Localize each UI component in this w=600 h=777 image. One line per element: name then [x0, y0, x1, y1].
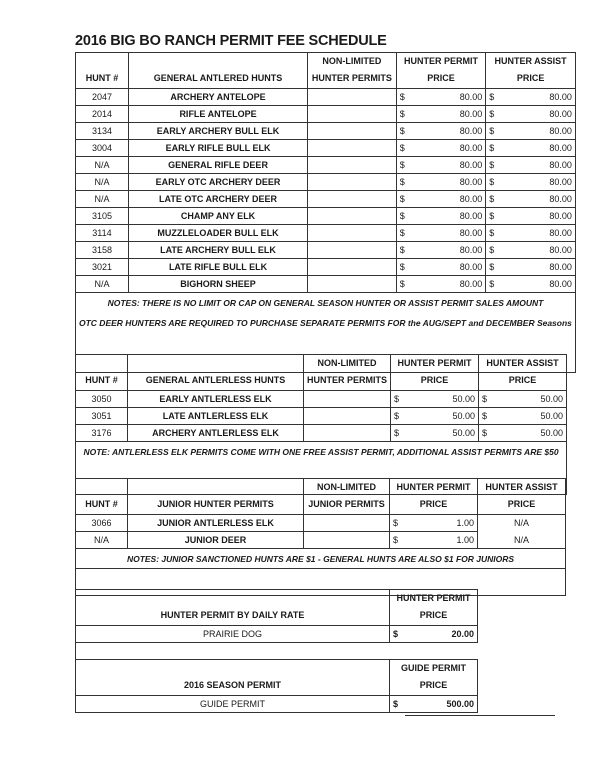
permit-price: $ 80.00: [396, 225, 486, 242]
note-text: NOTES: THERE IS NO LIMIT OR CAP ON GENERAL SEASON HUNTER OR ASSIST PERMIT SALES AMOUNT: [76, 293, 576, 313]
table-row: [76, 157, 576, 174]
assist-price: $ 50.00: [479, 408, 567, 425]
header-hunt-name: GENERAL ANTLERLESS HUNTS: [128, 355, 304, 391]
daily-rate-label: HUNTER PERMIT BY DAILY RATE: [76, 590, 390, 626]
season-price: $ 500.00: [390, 696, 478, 713]
table-row: [76, 242, 576, 259]
divider: [405, 715, 555, 716]
nonlimited-cell: [308, 123, 397, 140]
assist-price: $ 80.00: [486, 140, 576, 157]
header-assist-price: HUNTER ASSIST PRICE: [486, 53, 576, 89]
junior-permits-table: [75, 478, 566, 596]
permit-price: $ 50.00: [391, 408, 479, 425]
nonlimited-cell: [304, 515, 390, 532]
antlerless-hunts-table: [75, 354, 567, 495]
assist-price: $ 80.00: [486, 157, 576, 174]
header-hunt-number: HUNT #: [76, 53, 129, 89]
table-row: [76, 140, 576, 157]
hunt-name: GENERAL RIFLE DEER: [128, 157, 307, 174]
nonlimited-cell: [308, 140, 397, 157]
hunt-name: CHAMP ANY ELK: [128, 208, 307, 225]
permit-price: $ 1.00: [390, 532, 478, 549]
notes-row: [76, 293, 576, 313]
header-permit-price: HUNTER PERMIT PRICE: [396, 53, 486, 89]
assist-price: $ 80.00: [486, 174, 576, 191]
hunt-number: N/A: [76, 174, 129, 191]
header-hunt-name: GENERAL ANTLERED HUNTS: [128, 53, 307, 89]
nonlimited-cell: [308, 242, 397, 259]
hunt-name: LATE OTC ARCHERY DEER: [128, 191, 307, 208]
permit-price: $ 1.00: [390, 515, 478, 532]
permit-price: $ 80.00: [396, 259, 486, 276]
nonlimited-cell: [304, 532, 390, 549]
assist-price: N/A: [478, 532, 566, 549]
header-permit-price: HUNTER PERMIT PRICE: [390, 479, 478, 515]
header-hunt-name: JUNIOR HUNTER PERMITS: [128, 479, 304, 515]
table-row: [76, 532, 566, 549]
hunt-name: LATE ANTLERLESS ELK: [128, 408, 304, 425]
table-row: [76, 208, 576, 225]
nonlimited-cell: [308, 259, 397, 276]
header-nonlimited: NON-LIMITED HUNTER PERMITS: [308, 53, 397, 89]
antlered-hunts-table: [75, 52, 576, 373]
table-row: [76, 391, 567, 408]
hunt-number: 2014: [76, 106, 129, 123]
nonlimited-cell: [308, 208, 397, 225]
notes-row: [76, 313, 576, 333]
nonlimited-cell: [304, 425, 391, 442]
assist-price: $ 50.00: [479, 425, 567, 442]
season-permit-label: 2016 SEASON PERMIT: [76, 660, 390, 696]
table-row: [76, 123, 576, 140]
hunt-number: 3105: [76, 208, 129, 225]
nonlimited-cell: [308, 89, 397, 106]
header-nonlimited: NON-LIMITED JUNIOR PERMITS: [304, 479, 390, 515]
permit-price: $ 80.00: [396, 106, 486, 123]
assist-price: $ 80.00: [486, 276, 576, 293]
table-row: [76, 408, 567, 425]
daily-item: PRAIRIE DOG: [76, 626, 390, 643]
permit-price: $ 50.00: [391, 425, 479, 442]
hunt-name: JUNIOR ANTLERLESS ELK: [128, 515, 304, 532]
hunt-number: 3114: [76, 225, 129, 242]
hunt-number: 3021: [76, 259, 129, 276]
hunt-number: N/A: [76, 157, 129, 174]
table-row: [76, 276, 576, 293]
hunt-number: 3004: [76, 140, 129, 157]
table-row: [76, 225, 576, 242]
notes-row: [76, 549, 566, 569]
permit-price: $ 50.00: [391, 391, 479, 408]
table-row: [76, 425, 567, 442]
table-header-row: [76, 479, 566, 515]
header-assist-price: HUNTER ASSIST PRICE: [478, 479, 566, 515]
note-text: OTC DEER HUNTERS ARE REQUIRED TO PURCHASE SEPARATE PERMITS FOR the AUG/SEPT and DECEMBER Seasons: [76, 313, 576, 333]
hunt-number: N/A: [76, 191, 129, 208]
assist-price: N/A: [478, 515, 566, 532]
daily-price-header: HUNTER PERMIT PRICE: [390, 590, 478, 626]
table-header-row: [76, 355, 567, 391]
season-item: GUIDE PERMIT: [76, 696, 390, 713]
nonlimited-cell: [308, 191, 397, 208]
header-assist-price: HUNTER ASSIST PRICE: [479, 355, 567, 391]
hunt-number: 3051: [76, 408, 128, 425]
permit-price: $ 80.00: [396, 123, 486, 140]
header-nonlimited: NON-LIMITED HUNTER PERMITS: [304, 355, 391, 391]
hunt-name: LATE RIFLE BULL ELK: [128, 259, 307, 276]
table-row: [76, 106, 576, 123]
hunt-name: JUNIOR DEER: [128, 532, 304, 549]
hunt-name: LATE ARCHERY BULL ELK: [128, 242, 307, 259]
nonlimited-cell: [308, 106, 397, 123]
hunt-number: 2047: [76, 89, 129, 106]
hunt-name: EARLY OTC ARCHERY DEER: [128, 174, 307, 191]
hunt-name: MUZZLELOADER BULL ELK: [128, 225, 307, 242]
hunt-number: 3066: [76, 515, 128, 532]
assist-price: $ 80.00: [486, 225, 576, 242]
table-row: [76, 515, 566, 532]
table-row: [76, 259, 576, 276]
hunt-name: EARLY ANTLERLESS ELK: [128, 391, 304, 408]
permit-price: $ 80.00: [396, 191, 486, 208]
hunt-number: 3176: [76, 425, 128, 442]
hunt-number: 3050: [76, 391, 128, 408]
table-row: [76, 174, 576, 191]
note-text: NOTE: ANTLERLESS ELK PERMITS COME WITH ONE FREE ASSIST PERMIT, ADDITIONAL ASSIST PERMITS ARE $50: [76, 442, 567, 462]
assist-price: $ 80.00: [486, 123, 576, 140]
season-price-header: GUIDE PERMIT PRICE: [390, 660, 478, 696]
permit-price: $ 80.00: [396, 140, 486, 157]
header-hunt-number: HUNT #: [76, 479, 128, 515]
permit-price: $ 80.00: [396, 242, 486, 259]
hunt-name: EARLY ARCHERY BULL ELK: [128, 123, 307, 140]
permit-price: $ 80.00: [396, 174, 486, 191]
table-row: [76, 89, 576, 106]
table-row: [76, 696, 478, 713]
permit-price: $ 80.00: [396, 157, 486, 174]
table-header-row: [76, 53, 576, 89]
daily-and-season-permits-table: [75, 589, 478, 713]
nonlimited-cell: [308, 174, 397, 191]
hunt-name: BIGHORN SHEEP: [128, 276, 307, 293]
nonlimited-cell: [304, 391, 391, 408]
hunt-name: ARCHERY ANTELOPE: [128, 89, 307, 106]
note-text: NOTES: JUNIOR SANCTIONED HUNTS ARE $1 - GENERAL HUNTS ARE ALSO $1 FOR JUNIORS: [76, 549, 566, 569]
table-row: [76, 191, 576, 208]
assist-price: $ 80.00: [486, 259, 576, 276]
nonlimited-cell: [308, 157, 397, 174]
hunt-name: ARCHERY ANTLERLESS ELK: [128, 425, 304, 442]
permit-price: $ 80.00: [396, 276, 486, 293]
nonlimited-cell: [308, 225, 397, 242]
nonlimited-cell: [308, 276, 397, 293]
notes-row: [76, 442, 567, 462]
hunt-number: N/A: [76, 276, 129, 293]
hunt-name: RIFLE ANTELOPE: [128, 106, 307, 123]
assist-price: $ 80.00: [486, 208, 576, 225]
hunt-name: EARLY RIFLE BULL ELK: [128, 140, 307, 157]
permit-price: $ 80.00: [396, 89, 486, 106]
daily-price: $ 20.00: [390, 626, 478, 643]
header-hunt-number: HUNT #: [76, 355, 128, 391]
hunt-number: N/A: [76, 532, 128, 549]
hunt-number: 3158: [76, 242, 129, 259]
table-header-row: [76, 660, 478, 696]
header-permit-price: HUNTER PERMIT PRICE: [391, 355, 479, 391]
assist-price: $ 80.00: [486, 89, 576, 106]
assist-price: $ 50.00: [479, 391, 567, 408]
permit-price: $ 80.00: [396, 208, 486, 225]
table-row: [76, 626, 478, 643]
blank-row: [76, 643, 478, 660]
table-header-row: [76, 590, 478, 626]
assist-price: $ 80.00: [486, 191, 576, 208]
hunt-number: 3134: [76, 123, 129, 140]
nonlimited-cell: [304, 408, 391, 425]
assist-price: $ 80.00: [486, 106, 576, 123]
page-title: 2016 BIG BO RANCH PERMIT FEE SCHEDULE: [75, 33, 387, 49]
assist-price: $ 80.00: [486, 242, 576, 259]
